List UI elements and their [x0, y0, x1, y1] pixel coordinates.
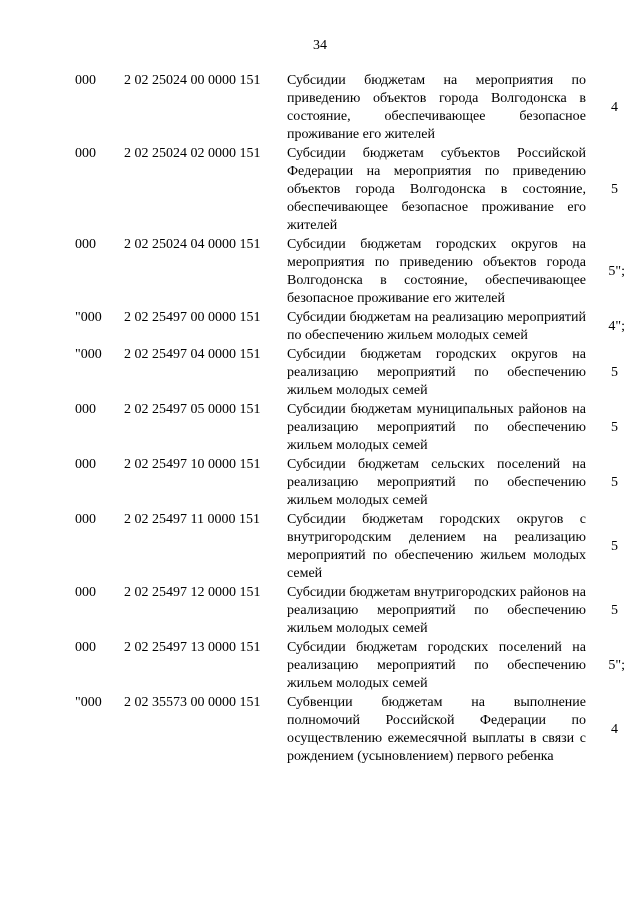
- admin-code: 000: [75, 146, 96, 161]
- admin-code: 000: [75, 512, 96, 527]
- admin-code: "000: [75, 347, 102, 362]
- table-row: [0, 639, 640, 693]
- admin-code: 000: [75, 402, 96, 417]
- row-description: Субсидии бюджетам внутригородских районов на реализацию мероприятий по обеспечению жильем молодых семей: [287, 585, 586, 636]
- row-description: Субсидии бюджетам городских округов на реализацию мероприятий по обеспечению жильем молодых семей: [287, 347, 586, 398]
- budget-classification-code: 2 02 25024 00 0000 151: [124, 73, 261, 88]
- budget-classification-code: 2 02 25497 00 0000 151: [124, 310, 261, 325]
- row-value: 5: [611, 539, 618, 554]
- budget-classification-code: 2 02 25497 12 0000 151: [124, 585, 261, 600]
- budget-classification-code: 2 02 25497 10 0000 151: [124, 457, 261, 472]
- admin-code: 000: [75, 457, 96, 472]
- row-description: Субсидии бюджетам сельских поселений на реализацию мероприятий по обеспечению жильем молодых семей: [287, 457, 586, 508]
- row-description: Субсидии бюджетам городских поселений на реализацию мероприятий по обеспечению жильем молодых семей: [287, 640, 586, 691]
- row-value: 4";: [608, 319, 625, 334]
- budget-classification-code: 2 02 25497 13 0000 151: [124, 640, 261, 655]
- row-value: 5: [611, 182, 618, 197]
- admin-code: 000: [75, 237, 96, 252]
- row-value: 5: [611, 420, 618, 435]
- admin-code: 000: [75, 640, 96, 655]
- row-description: Субсидии бюджетам городских округов с внутригородским делением на реализацию мероприятий по обеспечению жильем молодых семей: [287, 512, 586, 581]
- table-row: [0, 456, 640, 510]
- budget-code-table: [0, 72, 640, 767]
- row-value: 5";: [608, 658, 625, 673]
- row-description: Субсидии бюджетам субъектов Российской Федерации на мероприятия по приведению объектов города Волгодонска в состояние, обеспечивающее безопасное проживание его жителей: [287, 146, 586, 233]
- row-description: Субсидии бюджетам на реализацию мероприятий по обеспечению жильем молодых семей: [287, 310, 586, 343]
- table-row: [0, 511, 640, 583]
- budget-classification-code: 2 02 25497 05 0000 151: [124, 402, 261, 417]
- admin-code: "000: [75, 310, 102, 325]
- budget-classification-code: 2 02 25497 04 0000 151: [124, 347, 261, 362]
- table-row: [0, 694, 640, 766]
- row-value: 4: [611, 722, 618, 737]
- row-description: Субвенции бюджетам на выполнение полномочий Российской Федерации по осуществлению ежемесячной выплаты в связи с рождением (усыновлением) первого ребенка: [287, 695, 586, 764]
- table-row: [0, 309, 640, 345]
- row-description: Субсидии бюджетам на мероприятия по приведению объектов города Волгодонска в состояние, обеспечивающее безопасное проживание его жителей: [287, 73, 586, 142]
- row-value: 5: [611, 603, 618, 618]
- table-row: [0, 401, 640, 455]
- page-number: 34: [313, 38, 327, 53]
- row-value: 5";: [608, 264, 625, 279]
- budget-classification-code: 2 02 25024 04 0000 151: [124, 237, 261, 252]
- row-value: 5: [611, 475, 618, 490]
- table-row: [0, 346, 640, 400]
- budget-classification-code: 2 02 35573 00 0000 151: [124, 695, 261, 710]
- row-value: 4: [611, 100, 618, 115]
- table-row: [0, 145, 640, 235]
- table-row: [0, 584, 640, 638]
- row-value: 5: [611, 365, 618, 380]
- budget-classification-code: 2 02 25024 02 0000 151: [124, 146, 261, 161]
- admin-code: "000: [75, 695, 102, 710]
- admin-code: 000: [75, 73, 96, 88]
- table-row: [0, 72, 640, 144]
- admin-code: 000: [75, 585, 96, 600]
- row-description: Субсидии бюджетам муниципальных районов на реализацию мероприятий по обеспечению жильем молодых семей: [287, 402, 586, 453]
- row-description: Субсидии бюджетам городских округов на мероприятия по приведению объектов города Волгодонска в состояние, обеспечивающее безопасное проживание его жителей: [287, 237, 586, 306]
- table-row: [0, 236, 640, 308]
- budget-classification-code: 2 02 25497 11 0000 151: [124, 512, 260, 527]
